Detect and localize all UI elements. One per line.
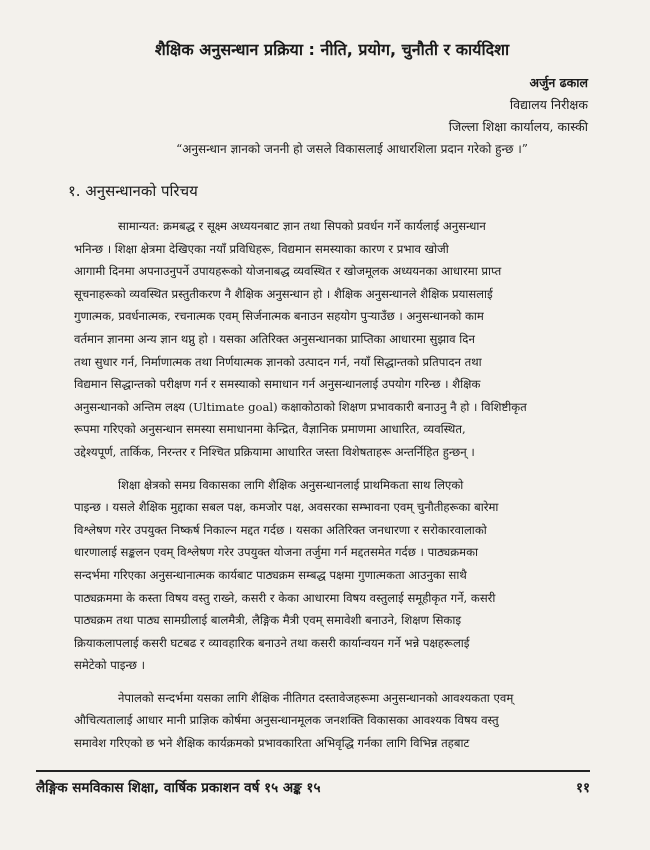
author-block	[74, 72, 588, 138]
paragraph-line: विश्लेषण गरेर उपयुक्त निष्कर्ष निकाल्न मद्दत गर्दछ । यसका अतिरिक्त जनधारणा र सरोकारवालाको	[74, 522, 487, 537]
paragraph-line: भनिन्छ । शिक्षा क्षेत्रमा देखिएका नयाँ प्रविधिहरू, विद्यमान समस्याका कारण र प्रभाव खोजी	[74, 241, 449, 256]
author-name: अर्जुन ढकाल	[529, 75, 588, 90]
paragraph-line: सूचनाहरूको व्यवस्थित प्रस्तुतीकरण नै शैक्षिक अनुसन्धान हो । शैक्षिक अनुसन्धानले शैक्षिक प्रयासलाई	[74, 286, 493, 301]
paragraph-line: क्रियाकलापलाई कसरी घटबढ र व्यावहारिक बनाउने तथा कसरी कार्यान्वयन गर्ने भन्ने पक्षहरूलाई	[74, 635, 470, 650]
paragraph-line: आगामी दिनमा अपनाउनुपर्ने उपायहरूको योजनाबद्ध व्यवस्थित र खोजमूलक अध्ययनका आधारमा प्राप्त	[74, 264, 502, 279]
footer-page-number: ११	[575, 780, 590, 796]
footer-publication: लैङ्गिक समविकास शिक्षा, वार्षिक प्रकाशन वर्ष १५ अङ्क १५	[36, 780, 321, 796]
paragraph	[74, 215, 590, 464]
paragraph-line: समावेश गरिएको छ भने शैक्षिक कार्यक्रमको प्रभावकारिता अभिवृद्धि गर्नका लागि विभिन्न तहबाट	[74, 736, 470, 751]
paragraph-line: तथा सुधार गर्न, निर्माणात्मक तथा निर्णयात्मक ज्ञानको उत्पादन गर्न, नयाँ सिद्धान्तको प्रतिपादन तथा	[74, 354, 482, 369]
paragraph-line: गुणात्मक, प्रवर्धनात्मक, रचनात्मक एवम् सिर्जनात्मक बनाउन सहयोग पुऱ्याउँछ । अनुसन्धानको काम	[74, 309, 484, 324]
body-text	[74, 215, 590, 755]
paragraph-line: पाठ्यक्रम तथा पाठ्य सामग्रीलाई बालमैत्री, लैङ्गिक मैत्री एवम् समावेशी बनाउने, शिक्षण सिकाइ	[74, 613, 462, 628]
paragraph-line: अनुसन्धानको अन्तिम लक्ष्य (Ultimate goal) कक्षाकोठाको शिक्षण प्रभावकारी बनाउनु नै हो । विशिष्टीकृत	[74, 399, 527, 414]
paragraph-line: औचित्यतालाई आधार मानी प्राज्ञिक कोर्षमा अनुसन्धानमूलक जनशक्ति विकासका आवश्यक विषय वस्तु	[74, 713, 499, 728]
page-title: शैक्षिक अनुसन्धान प्रक्रिया : नीति, प्रयोग, चुनौती र कार्यदिशा	[154, 40, 510, 59]
epigraph-quote: “अनुसन्धान ज्ञानको जननी हो जसले विकासलाई आधारशिला प्रदान गरेको हुन्छ ।”	[176, 142, 528, 156]
paragraph-line: पाठ्यक्रममा के कस्ता विषय वस्तु राख्ने, कसरी र केका आधारमा विषय वस्तुलाई समूहीकृत गर्ने, कसरी	[74, 590, 496, 605]
author-position: विद्यालय निरीक्षक	[509, 97, 588, 112]
paragraph-line: उद्देश्यपूर्ण, तार्किक, निरन्तर र निश्चित प्रक्रियामा आधारित जस्ता विशेषताहरू अन्तर्निहित हुन्छन् ।	[74, 444, 475, 459]
paragraph	[74, 687, 590, 755]
paragraph-line: समेटेको पाइन्छ ।	[74, 658, 146, 673]
paragraph-line: रूपमा गरिएको अनुसन्धान समस्या समाधानमा केन्द्रित, वैज्ञानिक प्रमाणमा आधारित, व्यवस्थित,	[74, 422, 466, 437]
page-footer	[36, 770, 590, 796]
paragraph-line: सन्दर्भमा गरिएका अनुसन्धानात्मक कार्यबाट पाठ्यक्रम सम्बद्ध पक्षमा गुणात्मकता आउनुका साथै	[74, 567, 467, 582]
paragraph-line: शिक्षा क्षेत्रको समग्र विकासका लागि शैक्षिक अनुसन्धानलाई प्राथमिकता साथ लिएको	[118, 477, 464, 492]
paragraph-line: धारणालाई सङ्कलन एवम् विश्लेषण गरेर उपयुक्त योजना तर्जुमा गर्न मद्दतसमेत गर्दछ । पाठ्यक्रमका	[74, 545, 479, 560]
paragraph-line: विद्यमान सिद्धान्तको परीक्षण गर्न र समस्याको समाधान गर्न अनुसन्धानलाई उपयोग गरिन्छ । शैक्षिक	[74, 377, 481, 392]
paragraph	[74, 474, 590, 677]
paragraph-line: सामान्यत: क्रमबद्ध र सूक्ष्म अध्ययनबाट ज्ञान तथा सिपको प्रवर्धन गर्ने कार्यलाई अनुसन्धान	[118, 219, 486, 233]
paragraph-line: नेपालको सन्दर्भमा यसका लागि शैक्षिक नीतिगत दस्तावेजहरूमा अनुसन्धानको आवश्यकता एवम्	[118, 690, 514, 705]
author-office: जिल्ला शिक्षा कार्यालय, कास्की	[448, 119, 588, 134]
section-heading: १. अनुसन्धानको परिचय	[68, 182, 198, 200]
paragraph-line: पाइन्छ । यसले शैक्षिक मुद्दाका सबल पक्ष, कमजोर पक्ष, अवसरका सम्भावना एवम् चुनौतीहरूका बारेमा	[74, 500, 499, 515]
paragraph-line: वर्तमान ज्ञानमा अन्य ज्ञान थप्नु हो । यसका अतिरिक्त अनुसन्धानका प्राप्तिका आधारमा सुझाव दिन	[74, 331, 475, 346]
